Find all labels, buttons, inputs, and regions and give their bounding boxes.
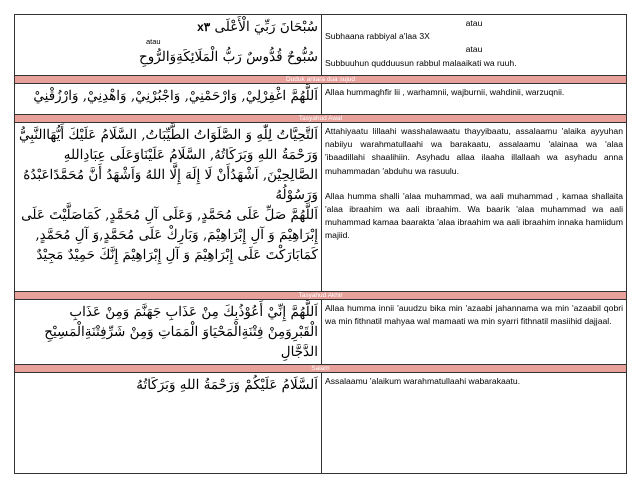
arabic-text-tasyahud-awal-2: اَللَّهُمَّ صَلِّ عَلَى مُحَمَّدٍ, وَعَلَى آلِ مُحَمَّدٍ, كَمَاصَلَّيْتَ عَلَى إِبْرَاهِيْمَ وَ آلِ إِبْرَاهِيْمَ, وَبَارِكْ عَلَى مُحَمَّدٍ,وَ آلِ مُحَمَّدٍ, كَمَابَارَكْتَ عَلَى إِبْرَاهِيْمَ وَ آلِ إِبْرَاهِيْمَ إِنَّكَ حَمِيْدٌ مَجِيْدٌ: [21, 207, 318, 263]
repeat-count: x٣: [197, 20, 211, 34]
section-header-tasyahud-awal: [15, 115, 627, 123]
latin-or-label-2: atau: [465, 44, 483, 55]
latin-text-tasbih-1: Subhaana rabbiyal a'laa 3X: [325, 31, 430, 42]
latin-text-tasbih-2: Subbuuhun qudduusun rabbul malaaikati wa ruuh.: [325, 57, 517, 68]
table-row-tasyahud-awal: [15, 123, 627, 292]
latin-text-tasyahud-akhir: Allaa humma innii 'auudzu bika min 'azaabi jahannama wa min 'azaabil qobri wa min fithnatil mahyaa wal mamaati wa min syarri fithnatil masiihid dajjaal.: [322, 300, 627, 365]
arabic-text-tasyahud-awal-1: اَلتَّحِيَّاتُ لِلّٰهِ وَ الصَّلَوَاتُ الطَّيِّبَاتُ, السَّلَامُ عَلَيْكَ أَيُّهَاالنَّبِيُّ وَرَحْمَةُ اللهِ وَبَرَكَاتُهُ, السَّلَامُ عَلَيْنَاوَعَلَى عِبَادِاللهِ الصَّالِحِيْنَ, اَشْهَدُأَنْ لَا إِلَهَ إِلَّا اللهُ وَاَشْهَدُ أَنَّ مُحَمَّدًاعَبْدُهُ وَرَسُوْلُهُ: [18, 127, 318, 203]
section-header-duduk: [15, 76, 627, 84]
arabic-line-tasbih-1: [18, 17, 318, 37]
latin-text-tasyahud-awal-2: Allaa humma shalli 'alaa muhammad, wa aali muhammad , kamaa shallaita 'alaa ibraahim wa aali ibraahim. Wa baarik 'alaa muhammad wa aali muhammad kamaa baarakta 'alaa ibraahim wa aali ibraahim innaka hamiidum majiid.: [325, 190, 623, 241]
section-title-salam: Salam: [15, 365, 627, 373]
arabic-cell-tasyahud-awal: [15, 123, 322, 292]
arabic-text-tasbih-1: سُبْحَانَ رَبِّيَ الْأَعْلَى: [214, 19, 318, 35]
section-header-tasyahud-akhir: [15, 292, 627, 300]
recitation-table: [14, 14, 627, 474]
latin-cell-tasyahud-awal: [322, 123, 627, 292]
table-row-tasyahud-akhir: [15, 300, 627, 365]
section-title-tasyahud-awal: Tasyahud Awal: [15, 115, 627, 123]
latin-text-duduk: Allaa hummaghfir lii , warhamnii, wajburnii, wahdinii, warzuqnii.: [322, 84, 627, 115]
arabic-text-duduk: اَللَّهُمَّ اغْفِرْلِيْ, وَارْحَمْنِيْ, وَاجْبُرْنِيْ, وَاهْدِنِيْ, وَارْزُقْنِيْ: [15, 84, 322, 115]
table-row-duduk: [15, 84, 627, 115]
section-title-tasyahud-akhir: Tasyahud Akhir: [15, 292, 627, 300]
latin-cell-tasbih: [322, 15, 627, 76]
table-row-tasbih: [15, 15, 627, 76]
latin-or-label-1: atau: [465, 18, 483, 28]
arabic-text-tasbih-2: سُبُّوحٌ قُدُّوسٌ رَبُّ الْمَلَائِكَةِوَالرُّوحِ: [139, 49, 318, 65]
arabic-text-salam: اَلسَّلَامُ عَلَيْكُمْ وَرَحْمَةُ اللهِ وَبَرَكَاتُهُ: [15, 373, 322, 474]
arabic-or-label: atau: [146, 37, 161, 46]
arabic-text-tasyahud-akhir: اَللَّهُمَّ إِنِّيْ أَعُوْذُبِكَ مِنْ عَذَابِ جَهَنَّمَ وَمِنْ عَذَابِ الْقَبْرِوَمِنْ فِتْنَةِالْمَحْيَاوَ الْمَمَاتِ وَمِنْ شَرِّفِتْنَةِالْمَسِيْحِ الدَّجَّالِ: [15, 300, 322, 365]
section-header-salam: [15, 365, 627, 373]
table-row-salam: [15, 373, 627, 474]
latin-text-salam: Assalaamu 'alaikum warahmatullaahi wabarakaatu.: [322, 373, 627, 474]
latin-text-tasyahud-awal-1: Attahiyaatu lillaahi wasshalawaatu thayyibaatu, assalaamu 'alaika ayyuhan nabiiyu warahmatullaahi wa barakaatu, assalaamu 'alainaa wa 'alaa 'ibaadillahi shaalihiin. Asyhadu allaa ilaaha illallaah wa asyhadu anna muhammadan 'abduhu wa rasuulu.: [325, 126, 623, 176]
arabic-cell-tasbih: [15, 15, 322, 76]
paragraph-gap: [325, 178, 623, 190]
section-title-duduk: Duduk antara dua sujud: [15, 76, 627, 84]
